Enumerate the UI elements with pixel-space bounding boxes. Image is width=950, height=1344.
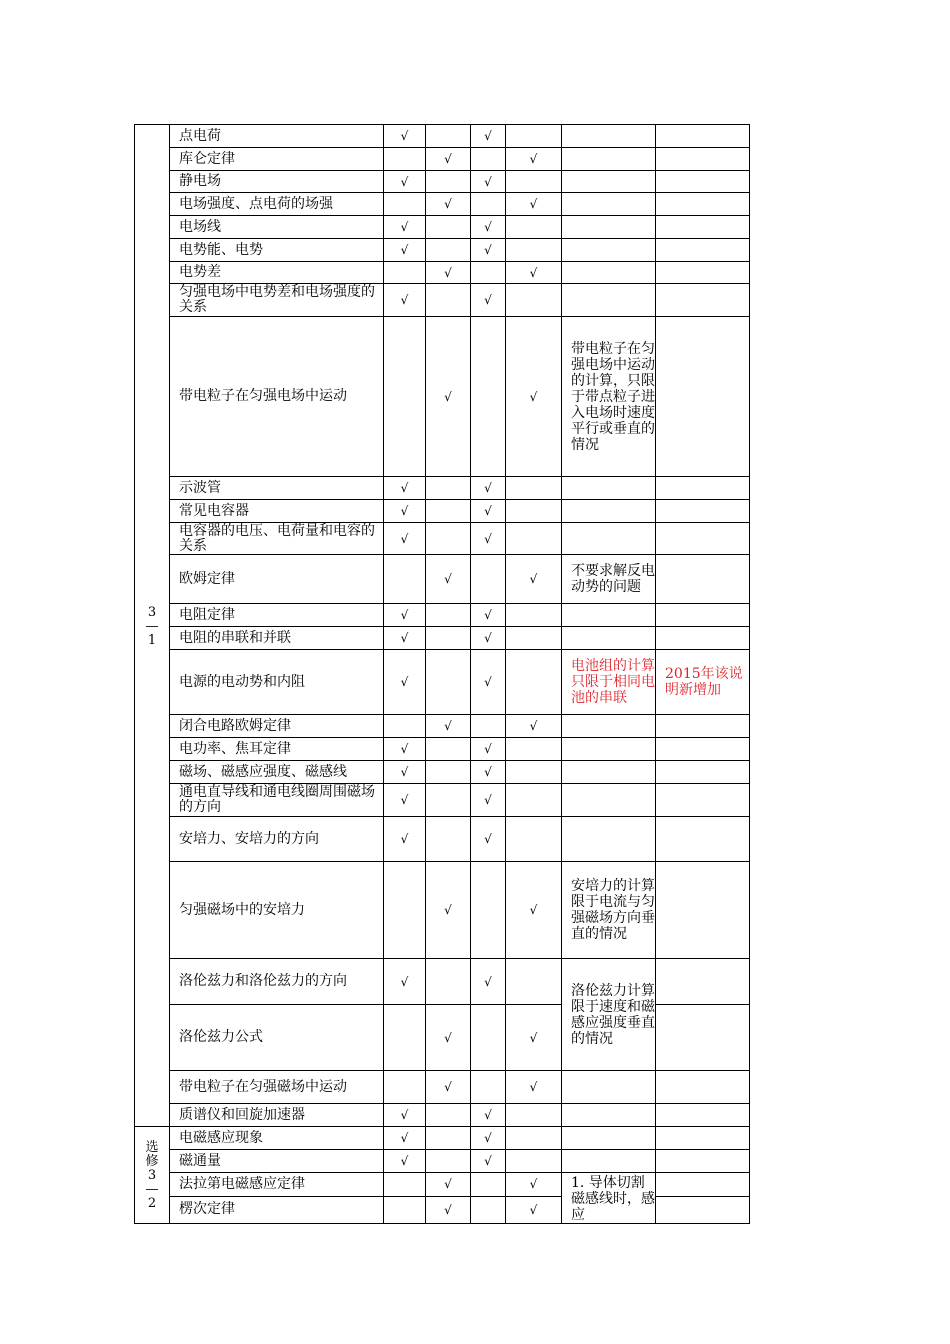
mark-cell (506, 738, 562, 761)
mark-cell: √ (426, 555, 471, 604)
note-cell (562, 216, 656, 239)
change-cell (656, 193, 750, 216)
mark-cell: √ (426, 193, 471, 216)
table-row (135, 500, 750, 523)
note-cell (562, 1127, 656, 1150)
mark-cell: √ (384, 604, 426, 627)
mark-cell: √ (426, 1005, 471, 1071)
topic-cell: 匀强电场中电势差和电场强度的关系 (170, 284, 384, 317)
change-cell (656, 604, 750, 627)
table-row (135, 1104, 750, 1127)
change-cell (656, 738, 750, 761)
topic-cell: 电场强度、点电荷的场强 (170, 193, 384, 216)
topic-cell: 电阻定律 (170, 604, 384, 627)
change-cell (656, 148, 750, 171)
mark-cell (506, 604, 562, 627)
mark-cell (471, 715, 506, 738)
requirements-table (134, 124, 750, 1224)
mark-cell (471, 262, 506, 284)
note-cell: 电池组的计算只限于相同电池的串联 (562, 650, 656, 715)
table-row (135, 555, 750, 604)
mark-cell (426, 817, 471, 862)
mark-cell: √ (471, 817, 506, 862)
change-cell (656, 216, 750, 239)
change-cell (656, 715, 750, 738)
mark-cell (471, 1071, 506, 1104)
mark-cell (506, 1150, 562, 1173)
topic-cell: 通电直导线和通电线圈周围磁场的方向 (170, 784, 384, 817)
mark-cell: √ (506, 317, 562, 477)
change-cell (656, 555, 750, 604)
mark-cell (471, 1173, 506, 1197)
topic-cell: 点电荷 (170, 125, 384, 148)
mark-cell (426, 784, 471, 817)
section-label-char: 3 (147, 1168, 157, 1183)
mark-cell (384, 1005, 426, 1071)
mark-cell (426, 738, 471, 761)
mark-cell: √ (506, 1173, 562, 1197)
mark-cell: √ (471, 959, 506, 1005)
table-row (135, 1150, 750, 1173)
mark-cell: √ (384, 216, 426, 239)
mark-cell (471, 193, 506, 216)
note-cell (562, 171, 656, 193)
table-row (135, 477, 750, 500)
topic-cell: 楞次定律 (170, 1196, 384, 1223)
mark-cell (426, 477, 471, 500)
mark-cell: √ (426, 715, 471, 738)
table-row (135, 1196, 750, 1223)
table-row (135, 1005, 750, 1071)
mark-cell: √ (506, 715, 562, 738)
section-label-char: — (145, 1182, 159, 1197)
mark-cell (506, 171, 562, 193)
note-cell (562, 477, 656, 500)
change-cell (656, 817, 750, 862)
mark-cell: √ (426, 148, 471, 171)
note-cell (562, 1071, 656, 1104)
note-cell: 不要求解反电动势的问题 (562, 555, 656, 604)
mark-cell (506, 1104, 562, 1127)
change-cell (656, 1071, 750, 1104)
change-cell (656, 1196, 750, 1223)
change-cell (656, 171, 750, 193)
topic-cell: 洛伦兹力公式 (170, 1005, 384, 1071)
table-row (135, 216, 750, 239)
note-cell (562, 604, 656, 627)
topic-cell: 法拉第电磁感应定律 (170, 1173, 384, 1197)
mark-cell: √ (506, 262, 562, 284)
topic-cell: 带电粒子在匀强磁场中运动 (170, 1071, 384, 1104)
change-cell (656, 959, 750, 1005)
mark-cell (506, 761, 562, 784)
table-row (135, 125, 750, 148)
change-cell (656, 784, 750, 817)
mark-cell (471, 317, 506, 477)
mark-cell (384, 1196, 426, 1223)
mark-cell: √ (506, 862, 562, 959)
mark-cell: √ (471, 604, 506, 627)
mark-cell (426, 761, 471, 784)
mark-cell: √ (471, 627, 506, 650)
note-cell (562, 239, 656, 262)
mark-cell: √ (384, 1127, 426, 1150)
mark-cell (506, 1127, 562, 1150)
mark-cell (506, 239, 562, 262)
mark-cell (426, 216, 471, 239)
mark-cell: √ (471, 477, 506, 500)
topic-cell: 磁通量 (170, 1150, 384, 1173)
mark-cell: √ (384, 784, 426, 817)
section-label-char: 选 (145, 1140, 159, 1155)
mark-cell: √ (384, 959, 426, 1005)
note-cell (562, 523, 656, 555)
mark-cell: √ (384, 284, 426, 317)
topic-cell: 质谱仪和回旋加速器 (170, 1104, 384, 1127)
mark-cell (506, 477, 562, 500)
table-row (135, 604, 750, 627)
mark-cell: √ (384, 761, 426, 784)
mark-cell: √ (384, 500, 426, 523)
mark-cell (506, 523, 562, 555)
note-cell (562, 715, 656, 738)
mark-cell (426, 239, 471, 262)
mark-cell (506, 627, 562, 650)
mark-cell (506, 284, 562, 317)
note-cell: 洛伦兹力计算限于速度和磁感应强度垂直的情况 (562, 959, 656, 1071)
topic-cell: 电势差 (170, 262, 384, 284)
note-cell (562, 627, 656, 650)
mark-cell: √ (506, 1196, 562, 1223)
table-row (135, 284, 750, 317)
section-cell (135, 125, 170, 1127)
mark-cell: √ (384, 1150, 426, 1173)
mark-cell: √ (384, 523, 426, 555)
change-cell (656, 627, 750, 650)
table-row (135, 148, 750, 171)
mark-cell (426, 125, 471, 148)
mark-cell: √ (426, 317, 471, 477)
table-row (135, 239, 750, 262)
mark-cell: √ (384, 125, 426, 148)
mark-cell: √ (471, 738, 506, 761)
change-cell (656, 477, 750, 500)
mark-cell (506, 650, 562, 715)
table-row (135, 650, 750, 715)
topic-cell: 库仑定律 (170, 148, 384, 171)
change-cell (656, 862, 750, 959)
mark-cell (506, 959, 562, 1005)
mark-cell (384, 555, 426, 604)
change-cell (656, 523, 750, 555)
mark-cell (384, 317, 426, 477)
mark-cell (506, 216, 562, 239)
topic-cell: 闭合电路欧姆定律 (170, 715, 384, 738)
topic-cell: 带电粒子在匀强电场中运动 (170, 317, 384, 477)
mark-cell: √ (426, 262, 471, 284)
mark-cell (506, 784, 562, 817)
mark-cell: √ (471, 1150, 506, 1173)
table-row (135, 784, 750, 817)
note-cell (562, 262, 656, 284)
change-cell (656, 239, 750, 262)
table-row (135, 262, 750, 284)
change-cell (656, 1104, 750, 1127)
topic-cell: 静电场 (170, 171, 384, 193)
mark-cell: √ (471, 284, 506, 317)
table-row (135, 523, 750, 555)
topic-cell: 电容器的电压、电荷量和电容的关系 (170, 523, 384, 555)
mark-cell: √ (426, 1173, 471, 1197)
table-row (135, 817, 750, 862)
mark-cell: √ (471, 125, 506, 148)
mark-cell: √ (471, 216, 506, 239)
mark-cell: √ (471, 500, 506, 523)
mark-cell: √ (506, 1005, 562, 1071)
note-cell (562, 284, 656, 317)
topic-cell: 电势能、电势 (170, 239, 384, 262)
mark-cell: √ (384, 738, 426, 761)
change-cell (656, 262, 750, 284)
note-cell: 安培力的计算限于电流与匀强磁场方向垂直的情况 (562, 862, 656, 959)
mark-cell (426, 284, 471, 317)
change-cell (656, 125, 750, 148)
note-cell (562, 761, 656, 784)
change-cell (656, 1150, 750, 1173)
mark-cell (426, 650, 471, 715)
mark-cell: √ (471, 761, 506, 784)
table-row (135, 193, 750, 216)
mark-cell: √ (506, 1071, 562, 1104)
mark-cell: √ (384, 627, 426, 650)
mark-cell (471, 1005, 506, 1071)
mark-cell (506, 817, 562, 862)
table-row (135, 959, 750, 1005)
mark-cell: √ (506, 148, 562, 171)
mark-cell (384, 193, 426, 216)
mark-cell: √ (426, 1196, 471, 1223)
topic-cell: 匀强磁场中的安培力 (170, 862, 384, 959)
mark-cell: √ (384, 817, 426, 862)
note-cell: 1. 导体切割磁感线时，感应 (562, 1173, 656, 1224)
mark-cell: √ (384, 1104, 426, 1127)
section-cell (135, 1127, 170, 1224)
mark-cell (426, 523, 471, 555)
change-cell (656, 761, 750, 784)
table-row (135, 627, 750, 650)
section-label-char: 2 (147, 1196, 157, 1211)
change-cell (656, 284, 750, 317)
section-label-char: — (145, 618, 159, 634)
mark-cell: √ (471, 784, 506, 817)
note-cell (562, 817, 656, 862)
mark-cell: √ (471, 239, 506, 262)
note-cell: 带电粒子在匀强电场中运动的计算，只限于带点粒子进入电场时速度平行或垂直的情况 (562, 317, 656, 477)
mark-cell: √ (471, 171, 506, 193)
topic-cell: 电场线 (170, 216, 384, 239)
table-row (135, 171, 750, 193)
mark-cell: √ (471, 1104, 506, 1127)
table-row (135, 1071, 750, 1104)
change-cell (656, 1005, 750, 1071)
mark-cell (384, 862, 426, 959)
topic-cell: 示波管 (170, 477, 384, 500)
mark-cell: √ (506, 555, 562, 604)
topic-cell: 电源的电动势和内阻 (170, 650, 384, 715)
mark-cell (426, 959, 471, 1005)
change-cell (656, 317, 750, 477)
note-cell (562, 738, 656, 761)
mark-cell (426, 627, 471, 650)
mark-cell: √ (384, 171, 426, 193)
mark-cell (471, 555, 506, 604)
mark-cell: √ (384, 477, 426, 500)
mark-cell (506, 500, 562, 523)
topic-cell: 电磁感应现象 (170, 1127, 384, 1150)
mark-cell (384, 1173, 426, 1197)
mark-cell: √ (506, 193, 562, 216)
change-cell (656, 1127, 750, 1150)
mark-cell (426, 1104, 471, 1127)
note-cell (562, 125, 656, 148)
mark-cell: √ (384, 650, 426, 715)
change-cell (656, 500, 750, 523)
table-row (135, 761, 750, 784)
mark-cell (471, 148, 506, 171)
change-cell (656, 1173, 750, 1197)
table-row (135, 1173, 750, 1197)
mark-cell: √ (426, 862, 471, 959)
note-cell (562, 1150, 656, 1173)
mark-cell (426, 500, 471, 523)
topic-cell: 电阻的串联和并联 (170, 627, 384, 650)
table-row (135, 738, 750, 761)
mark-cell (384, 1071, 426, 1104)
section-label-char: 3 (147, 604, 157, 620)
mark-cell (506, 125, 562, 148)
topic-cell: 常见电容器 (170, 500, 384, 523)
mark-cell: √ (471, 650, 506, 715)
table-row (135, 715, 750, 738)
mark-cell (471, 862, 506, 959)
mark-cell (426, 604, 471, 627)
change-cell: 2015年该说明新增加 (656, 650, 750, 715)
mark-cell (471, 1196, 506, 1223)
mark-cell (426, 171, 471, 193)
note-cell (562, 193, 656, 216)
note-cell (562, 1104, 656, 1127)
topic-cell: 磁场、磁感应强度、磁感线 (170, 761, 384, 784)
mark-cell (384, 148, 426, 171)
topic-cell: 电功率、焦耳定律 (170, 738, 384, 761)
table-row (135, 1127, 750, 1150)
topic-cell: 欧姆定律 (170, 555, 384, 604)
table-row (135, 317, 750, 477)
topic-cell: 洛伦兹力和洛伦兹力的方向 (170, 959, 384, 1005)
section-label-char: 1 (147, 632, 157, 648)
table-row (135, 862, 750, 959)
mark-cell: √ (426, 1071, 471, 1104)
mark-cell (384, 262, 426, 284)
note-cell (562, 500, 656, 523)
note-cell (562, 784, 656, 817)
mark-cell: √ (471, 523, 506, 555)
section-label-char: 修 (145, 1154, 159, 1169)
mark-cell: √ (471, 1127, 506, 1150)
note-cell (562, 148, 656, 171)
mark-cell (426, 1150, 471, 1173)
topic-cell: 安培力、安培力的方向 (170, 817, 384, 862)
mark-cell: √ (384, 239, 426, 262)
mark-cell (384, 715, 426, 738)
mark-cell (426, 1127, 471, 1150)
